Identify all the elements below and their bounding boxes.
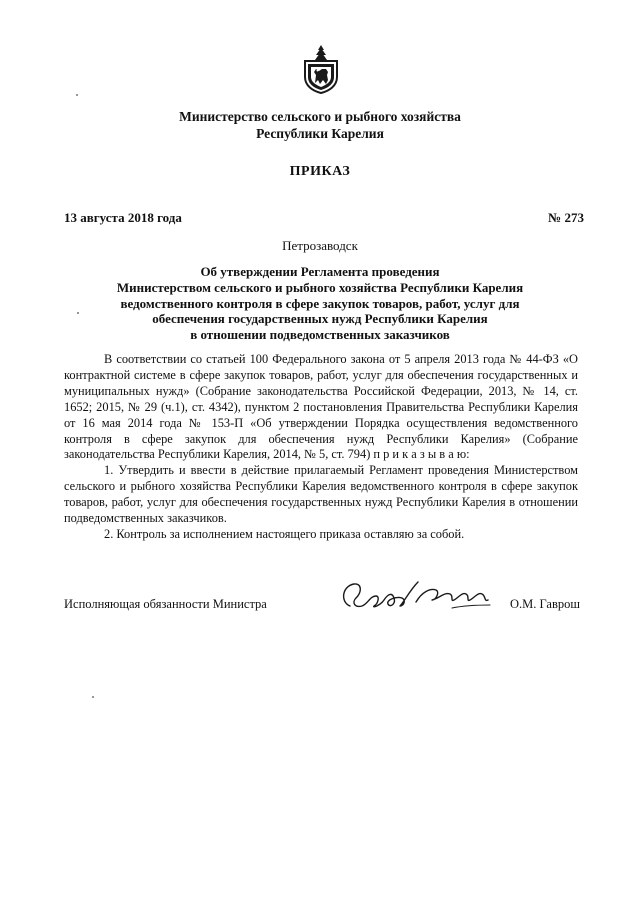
ministry-line-1: Министерство сельского и рыбного хозяйства [179,109,461,124]
body-paragraph-1: В соответствии со статьей 100 Федерального закона от 5 апреля 2013 года № 44-ФЗ «О контрактной системе в сфере закупок товаров, работ, услуг для обеспечения государственных и муниципальных нужд» (Собрание законодательства Российской Федерации, 2013, № 14, ст. 1652; 2015, № 29 (ч.1), ст. 4342), пунктом 2 постановления Правительства Республики Карелия от 16 мая 2014 года № 153-П «Об утверждении Порядка осуществления ведомственного контроля в сфере закупок для обеспечения нужд Республики Карелия» (Собрание законодательства Республики Карелия, 2014, № 5, ст. 794) п р и к а з ы в а ю: [64,352,578,462]
document-city: Петрозаводск [282,238,358,253]
subject-line-3: ведомственного контроля в сфере закупок товаров, работ, услуг для [120,295,520,311]
coat-of-arms-icon [302,44,340,94]
subject-line-1: Об утверждении Регламента проведения [200,264,440,279]
ministry-line-2: Республики Карелия [256,126,384,141]
document-date: 13 августа 2018 года [64,210,182,225]
scan-speck [92,696,94,698]
document-subject [60,264,580,343]
scan-speck [76,94,78,96]
document-title: ПРИКАЗ [289,164,351,179]
signatory-position: Исполняющая обязанности Министра [64,597,267,611]
subject-line-4: обеспечения государственных нужд Республики Карелия [152,311,488,327]
handwritten-signature [332,572,500,620]
subject-line-2: Министерством сельского и рыбного хозяйства Республики Карелия [116,279,524,295]
scan-speck [77,312,79,314]
body-paragraph-3: 2. Контроль за исполнением настоящего приказа оставляю за собой. [104,526,465,541]
ministry-name [60,108,580,142]
document-number: № 273 [548,210,584,225]
body-paragraph-2: 1. Утвердить и ввести в действие прилагаемый Регламент проведения Министерством сельского и рыбного хозяйства Республики Карелия ведомственного контроля в сфере закупок товаров, работ, услуг для обеспечения государственных нужд Республики Карелия в отношении подведомственных заказчиков. [64,463,578,526]
document-body [64,352,578,543]
signatory-name: О.М. Гаврош [510,597,581,611]
subject-line-5: в отношении подведомственных заказчиков [190,327,450,343]
